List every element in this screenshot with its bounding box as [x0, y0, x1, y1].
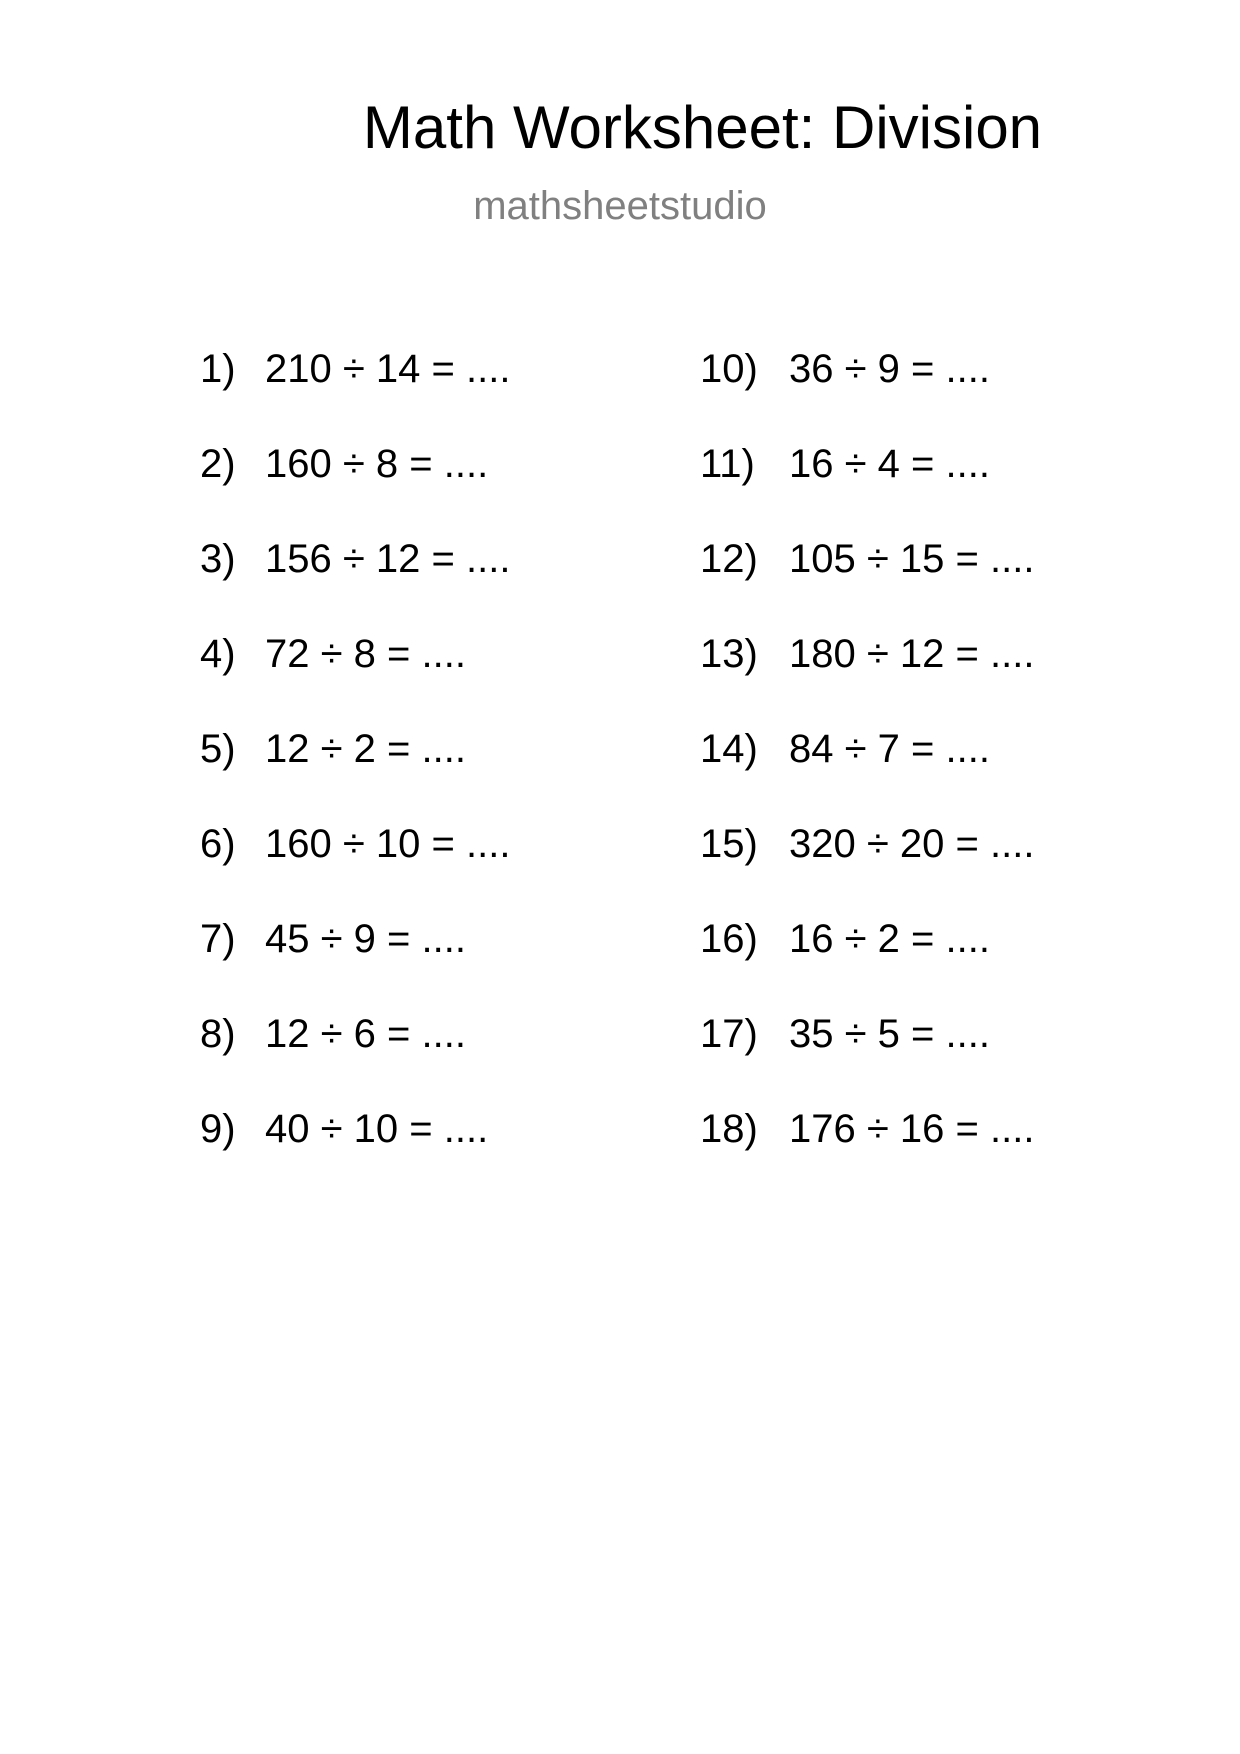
- worksheet-subtitle: mathsheetstudio: [473, 184, 767, 228]
- problem-number: 7): [200, 917, 236, 961]
- problem-expression: 105 ÷ 15 = ....: [789, 537, 1035, 581]
- problem-3: [200, 535, 670, 630]
- problem-expression: 84 ÷ 7 = ....: [789, 727, 990, 771]
- problem-expression: 72 ÷ 8 = ....: [265, 632, 466, 676]
- problem-number: 14): [700, 727, 758, 771]
- problem-number: 13): [700, 632, 758, 676]
- problem-18: [700, 1105, 1170, 1200]
- problem-14: [700, 725, 1170, 820]
- problem-expression: 16 ÷ 4 = ....: [789, 442, 990, 486]
- problem-number: 2): [200, 442, 236, 486]
- problem-expression: 40 ÷ 10 = ....: [265, 1107, 489, 1151]
- problem-17: [700, 1010, 1170, 1105]
- problem-expression: 176 ÷ 16 = ....: [789, 1107, 1035, 1151]
- problem-11: [700, 440, 1170, 535]
- problem-number: 18): [700, 1107, 758, 1151]
- problem-number: 15): [700, 822, 758, 866]
- problem-number: 5): [200, 727, 236, 771]
- problem-8: [200, 1010, 670, 1105]
- problem-9: [200, 1105, 670, 1200]
- problem-number: 8): [200, 1012, 236, 1056]
- problem-number: 10): [700, 347, 758, 391]
- problem-expression: 180 ÷ 12 = ....: [789, 632, 1035, 676]
- problem-13: [700, 630, 1170, 725]
- problem-10: [700, 345, 1170, 440]
- problem-12: [700, 535, 1170, 630]
- problem-number: 17): [700, 1012, 758, 1056]
- problem-number: 6): [200, 822, 236, 866]
- problem-number: 12): [700, 537, 758, 581]
- problem-expression: 12 ÷ 6 = ....: [265, 1012, 466, 1056]
- problem-expression: 16 ÷ 2 = ....: [789, 917, 990, 961]
- problem-number: 9): [200, 1107, 236, 1151]
- problem-7: [200, 915, 670, 1010]
- problem-column-right: [700, 345, 1170, 1200]
- problem-expression: 320 ÷ 20 = ....: [789, 822, 1035, 866]
- problem-6: [200, 820, 670, 915]
- worksheet-title: Math Worksheet: Division: [362, 94, 1043, 161]
- problem-number: 11): [700, 442, 755, 486]
- problem-expression: 160 ÷ 8 = ....: [265, 442, 489, 486]
- problem-1: [200, 345, 670, 440]
- problem-number: 1): [200, 347, 236, 391]
- problem-expression: 35 ÷ 5 = ....: [789, 1012, 990, 1056]
- problem-expression: 210 ÷ 14 = ....: [265, 347, 511, 391]
- problem-number: 4): [200, 632, 236, 676]
- problem-expression: 36 ÷ 9 = ....: [789, 347, 990, 391]
- problem-15: [700, 820, 1170, 915]
- problem-column-left: [200, 345, 670, 1200]
- problem-expression: 156 ÷ 12 = ....: [265, 537, 511, 581]
- problem-expression: 45 ÷ 9 = ....: [265, 917, 466, 961]
- problem-16: [700, 915, 1170, 1010]
- problem-expression: 160 ÷ 10 = ....: [265, 822, 511, 866]
- problem-5: [200, 725, 670, 820]
- problem-2: [200, 440, 670, 535]
- problem-expression: 12 ÷ 2 = ....: [265, 727, 466, 771]
- problem-number: 16): [700, 917, 758, 961]
- problem-4: [200, 630, 670, 725]
- problem-number: 3): [200, 537, 236, 581]
